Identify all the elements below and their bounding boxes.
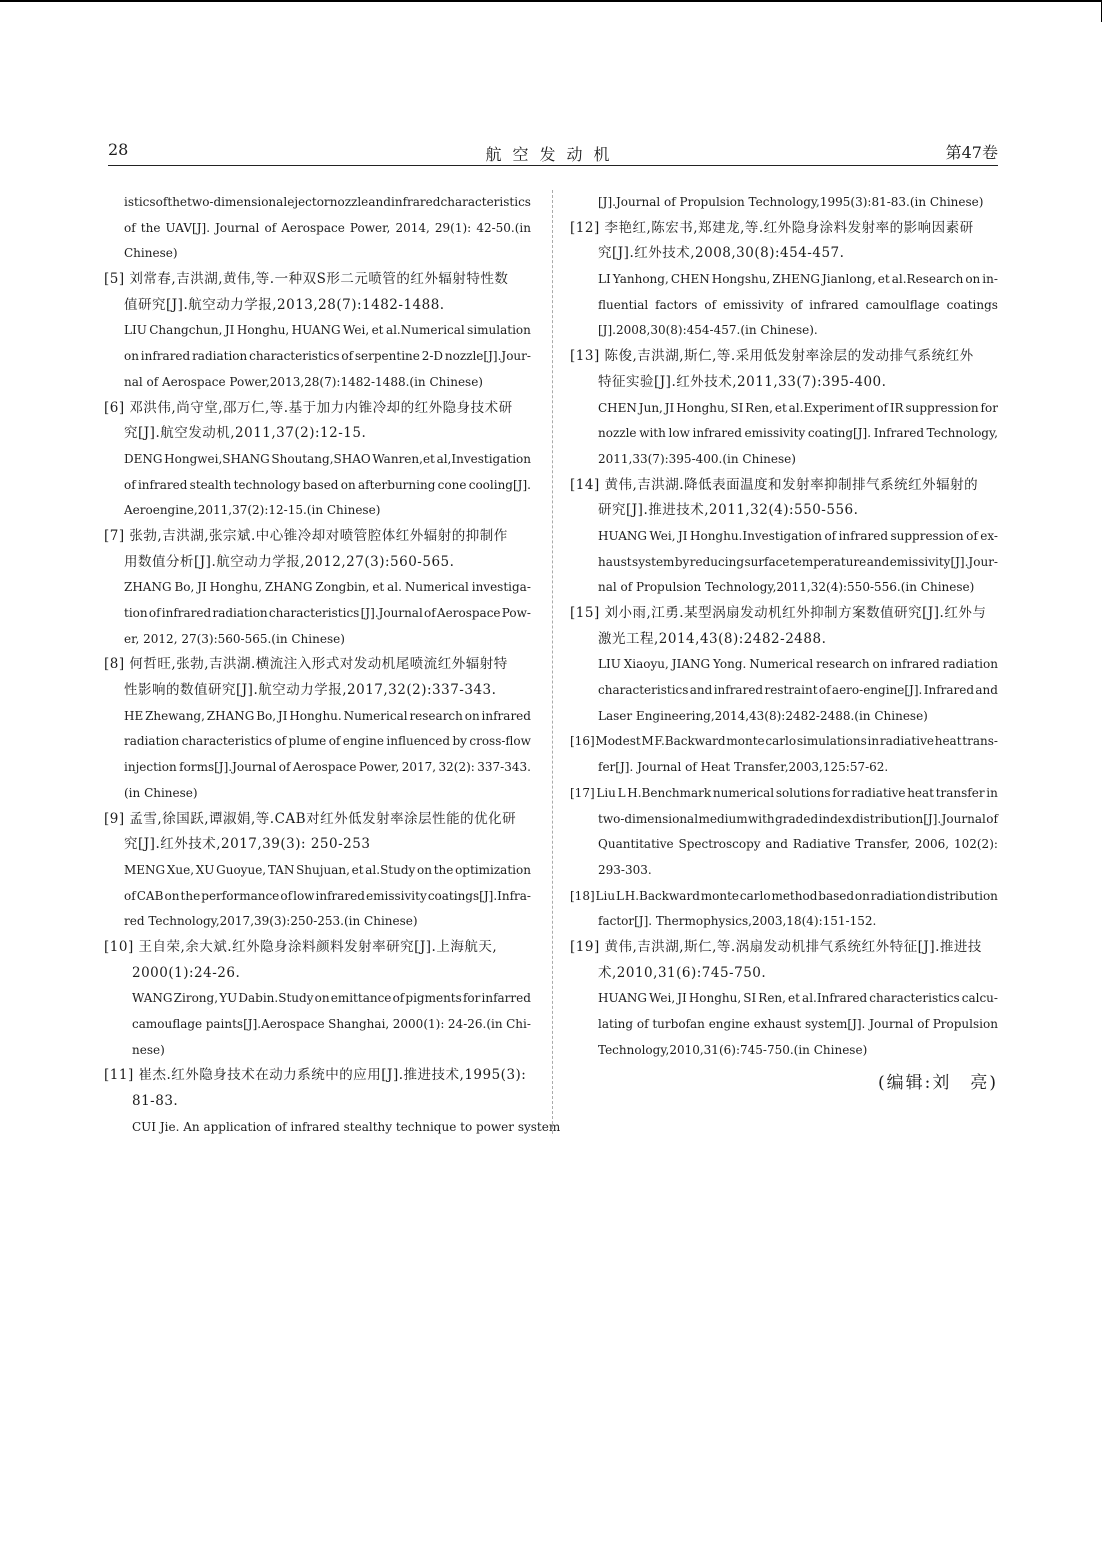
reference-line: characteristics and infrared restraint of aero-engine[J]. Infrared and xyxy=(598,683,998,698)
reference-line: fluential factors of emissivity of infrared camoulflage coatings xyxy=(598,297,998,312)
reference-ref-5 xyxy=(104,267,531,395)
reference-line: LIU Changchun, JI Honghu, HUANG Wei, et al.Numerical simulation xyxy=(124,323,531,338)
reference-line: camouflage paints[J].Aerospace Shanghai, 2000(1): 24-26.(in Chi- xyxy=(132,1017,531,1031)
reference-ref-14 xyxy=(570,473,998,601)
reference-line: [19] 黄伟,吉洪湖,斯仁,等.涡扇发动机排气系统红外特征[J].推进技 xyxy=(570,938,982,955)
reference-line: [16] Modest M F.Backward monte carlo simulations in radiative heat trans- xyxy=(570,734,998,749)
reference-line: HE Zhewang, ZHANG Bo, JI Honghu. Numerical research on infrared xyxy=(124,708,531,723)
reference-line: [15] 刘小雨,江勇.某型涡扇发动机红外抑制方案数值研究[J].红外与 xyxy=(570,605,987,621)
reference-ref-18 xyxy=(570,884,998,935)
reference-line: DENG Hongwei,SHANG Shoutang,SHAO Wanren,et al,Investigation xyxy=(124,451,531,466)
reference-line: HUANG Wei, JI Honghu.Investigation of infrared suppression of ex- xyxy=(598,528,998,543)
reference-line: lating of turbofan engine exhaust system[J]. Journal of Propulsion xyxy=(598,1017,998,1031)
reference-line: [6] 邓洪伟,尚守堂,邵万仁,等.基于加力内锥冷却的红外隐身技术研 xyxy=(104,399,513,416)
reference-line: [J].2008,30(8):454-457.(in Chinese). xyxy=(598,323,818,338)
reference-line: ZHANG Bo, JI Honghu, ZHANG Zongbin, et al. Numerical investiga- xyxy=(124,580,531,595)
reference-line: (in Chinese) xyxy=(124,785,198,800)
column-divider xyxy=(552,190,553,1134)
reference-ref-4-cont xyxy=(104,190,531,267)
reference-line: red Technology,2017,39(3):250-253.(in Chinese) xyxy=(124,914,418,929)
reference-line: nal of Propulsion Technology,2011,32(4):550-556.(in Chinese) xyxy=(598,580,975,595)
reference-line: 293-303. xyxy=(598,862,652,877)
reference-line: 研究[J].推进技术,2011,32(4):550-556. xyxy=(598,502,859,519)
reference-ref-12 xyxy=(570,216,998,344)
reference-line: 值研究[J].航空动力学报,2013,28(7):1482-1488. xyxy=(124,296,445,313)
reference-line: istics of the two-dimensional ejector nozzle and infrared characteristics xyxy=(124,195,531,209)
crop-mark-top xyxy=(0,0,1102,2)
reference-line: Chinese) xyxy=(124,246,178,261)
reference-line: factor[J]. Thermophysics,2003,18(4):151-152. xyxy=(598,914,877,929)
reference-line: 性影响的数值研究[J].航空动力学报,2017,32(2):337-343. xyxy=(124,682,497,699)
reference-line: nal of Aerospace Power,2013,28(7):1482-1488.(in Chinese) xyxy=(124,374,483,389)
reference-line: [12] 李艳红,陈宏书,郑建龙,等.红外隐身涂料发射率的影响因素研 xyxy=(570,219,974,236)
page-header xyxy=(108,140,998,166)
reference-ref-11 xyxy=(104,1063,561,1140)
editor-note: (编辑:刘 亮) xyxy=(878,1073,998,1094)
reference-line: Laser Engineering,2014,43(8):2482-2488.(in Chinese) xyxy=(598,708,928,723)
reference-line: [10] 王自荣,余大斌.红外隐身涂料颜料发射率研究[J].上海航天, xyxy=(104,938,498,955)
header-rule xyxy=(108,165,998,166)
reference-line: LIU Xiaoyu, JIANG Yong. Numerical research on infrared radiation xyxy=(598,657,998,672)
reference-line: 2000(1):24-26. xyxy=(132,964,241,981)
reference-line: of the UAV[J]. Journal of Aerospace Power, 2014, 29(1): 42-50.(in xyxy=(124,220,531,235)
reference-line: [14] 黄伟,吉洪湖.降低表面温度和发射率抑制排气系统红外辐射的 xyxy=(570,476,979,493)
reference-line: [5] 刘常春,吉洪湖,黄伟,等.一种双S形二元喷管的红外辐射特性数 xyxy=(104,271,509,288)
reference-line: on infrared radiation characteristics of serpentine 2-D nozzle[J].Jour- xyxy=(124,349,531,364)
references-right-column xyxy=(570,190,998,1103)
reference-ref-11-cont xyxy=(570,190,998,216)
reference-line: [18] Liu L H.Backward monte carlo method based on radiation distribution xyxy=(570,888,998,903)
reference-line: [17] Liu L H.Benchmark numerical solutions for radiative heat transfer in xyxy=(570,785,998,800)
reference-line: of infrared stealth technology based on afterburning cone cooling[J]. xyxy=(124,477,531,492)
reference-line: WANG Zirong, YU Dabin.Study on emittance of pigments for infarred xyxy=(132,991,531,1006)
reference-line: nese) xyxy=(132,1042,165,1057)
reference-line: [7] 张勃,吉洪湖,张宗斌.中心锥冷却对喷管腔体红外辐射的抑制作 xyxy=(104,527,508,544)
reference-line: 究[J].航空发动机,2011,37(2):12-15. xyxy=(124,425,367,442)
reference-line: MENG Xue, XU Guoyue, TAN Shujuan, et al.Study on the optimization xyxy=(124,862,531,877)
reference-line: 究[J].红外技术,2017,39(3): 250-253 xyxy=(124,836,371,853)
reference-line: [J].Journal of Propulsion Technology,1995(3):81-83.(in Chinese) xyxy=(598,195,984,209)
reference-ref-6 xyxy=(104,396,531,524)
reference-ref-16 xyxy=(570,729,998,780)
reference-line: [8] 何哲旺,张勃,吉洪湖.横流注入形式对发动机尾喷流红外辐射特 xyxy=(104,656,508,673)
reference-line: [11] 崔杰.红外隐身技术在动力系统中的应用[J].推进技术,1995(3): xyxy=(104,1067,527,1084)
reference-line: HUANG Wei, JI Honghu, SI Ren, et al.Infrared characteristics calcu- xyxy=(598,991,998,1006)
reference-line: LI Yanhong, CHEN Hongshu, ZHENG Jianlong, et al.Research on in- xyxy=(598,272,998,287)
reference-line: Aeroengine,2011,37(2):12-15.(in Chinese) xyxy=(124,503,381,518)
reference-line: 81-83. xyxy=(132,1093,179,1110)
reference-line: [9] 孟雪,徐国跃,谭淑娟,等.CAB对红外低发射率涂层性能的优化研 xyxy=(104,810,517,827)
reference-ref-7 xyxy=(104,524,531,652)
reference-line: radiation characteristics of plume of engine influenced by cross-flow xyxy=(124,734,531,749)
reference-ref-17 xyxy=(570,781,998,884)
reference-line: two-dimensional medium with graded index distribution[J]. Journal of xyxy=(598,811,998,826)
reference-line: [13] 陈俊,吉洪湖,斯仁,等.采用低发射率涂层的发动排气系统红外 xyxy=(570,348,974,365)
journal-title: 航空发动机 xyxy=(485,145,621,164)
reference-line: Quantitative Spectroscopy and Radiative Transfer, 2006, 102(2): xyxy=(598,837,998,852)
reference-line: injection forms[J].Journal of Aerospace Power, 2017, 32(2): 337-343. xyxy=(124,760,531,775)
reference-ref-19 xyxy=(570,935,998,1063)
reference-ref-15 xyxy=(570,601,998,729)
reference-line: 特征实验[J].红外技术,2011,33(7):395-400. xyxy=(598,373,887,390)
page-number: 28 xyxy=(108,140,129,159)
reference-line: tion of infrared radiation characteristics [J].Journal of Aerospace Pow- xyxy=(124,606,531,620)
reference-ref-9 xyxy=(104,807,531,935)
reference-line: CUI Jie. An application of infrared stealthy technique to power system xyxy=(132,1119,561,1134)
volume-label: 第47卷 xyxy=(945,143,998,162)
reference-line: Technology,2010,31(6):745-750.(in Chinese) xyxy=(598,1042,868,1057)
reference-line: of CAB on the performance of low infrared emissivity coatings[J].Infra- xyxy=(124,888,531,903)
reference-line: haust system by reducing surface temperature and emissivity[J].Jour- xyxy=(598,554,998,569)
reference-line: 激光工程,2014,43(8):2482-2488. xyxy=(598,630,827,647)
reference-line: 术,2010,31(6):745-750. xyxy=(598,964,767,981)
reference-line: 究[J].红外技术,2008,30(8):454-457. xyxy=(598,245,845,262)
reference-line: fer[J]. Journal of Heat Transfer,2003,125:57-62. xyxy=(598,760,889,775)
reference-ref-8 xyxy=(104,652,531,806)
reference-ref-10 xyxy=(104,935,531,1063)
reference-ref-13 xyxy=(570,344,998,472)
reference-line: 2011,33(7):395-400.(in Chinese) xyxy=(598,451,796,466)
reference-line: CHEN Jun, JI Honghu, SI Ren, et al.Experiment of IR suppression for xyxy=(598,400,998,415)
reference-line: nozzle with low infrared emissivity coating[J]. Infrared Technology, xyxy=(598,426,998,441)
reference-line: er, 2012, 27(3):560-565.(in Chinese) xyxy=(124,631,345,646)
references-left-column xyxy=(104,190,561,1140)
reference-line: 用数值分析[J].航空动力学报,2012,27(3):560-565. xyxy=(124,553,455,570)
